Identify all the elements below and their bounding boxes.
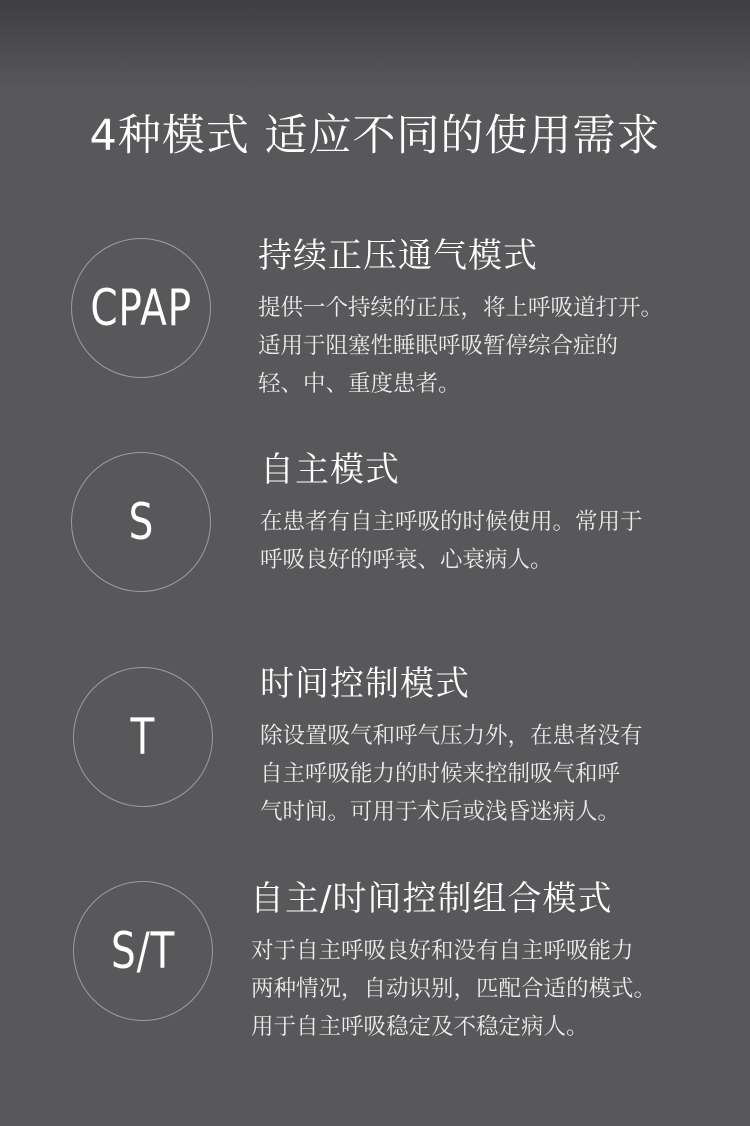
cpap-mode-abbr: CPAP: [90, 279, 192, 337]
cpap-desc-line-1: 提供一个持续的正压，将上呼吸道打开。: [258, 295, 664, 321]
t-mode-title: 时间控制模式: [260, 664, 470, 704]
s-mode-description: [260, 503, 643, 579]
st-desc-line-2: 两种情况，自动识别，匹配合适的模式。: [251, 976, 657, 1002]
s-desc-line-2: 呼吸良好的呼衰、心衰病人。: [260, 547, 553, 573]
top-gradient: [0, 0, 750, 90]
s-desc-line-1: 在患者有自主呼吸的时候使用。常用于: [260, 509, 643, 535]
page-title: 4种模式 适应不同的使用需求: [89, 111, 661, 161]
t-mode-badge: [73, 667, 213, 807]
st-desc-line-1: 对于自主呼吸良好和没有自主呼吸能力: [251, 938, 634, 964]
t-desc-line-3: 气时间。可用于术后或浅昏迷病人。: [260, 799, 621, 825]
s-mode-abbr: S: [128, 493, 154, 551]
st-mode-title: 自主/时间控制组合模式: [250, 879, 613, 919]
st-mode-abbr: S/T: [110, 922, 176, 980]
s-mode-badge: [71, 452, 211, 592]
cpap-mode-badge: [71, 238, 211, 378]
st-mode-description: [251, 932, 656, 1046]
cpap-desc-line-2: 适用于阻塞性睡眠呼吸暂停综合症的: [258, 333, 619, 359]
t-desc-line-2: 自主呼吸能力的时候来控制吸气和呼: [260, 761, 621, 787]
t-desc-line-1: 除设置吸气和呼气压力外，在患者没有: [260, 723, 643, 749]
st-desc-line-3: 用于自主呼吸稳定及不稳定病人。: [251, 1014, 589, 1040]
t-mode-abbr: T: [130, 708, 156, 766]
cpap-desc-line-3: 轻、中、重度患者。: [258, 371, 461, 397]
cpap-mode-description: [258, 289, 663, 403]
t-mode-description: [260, 717, 643, 831]
cpap-mode-title: 持续正压通气模式: [258, 236, 538, 276]
s-mode-title: 自主模式: [260, 450, 400, 490]
st-mode-badge: [73, 881, 213, 1021]
